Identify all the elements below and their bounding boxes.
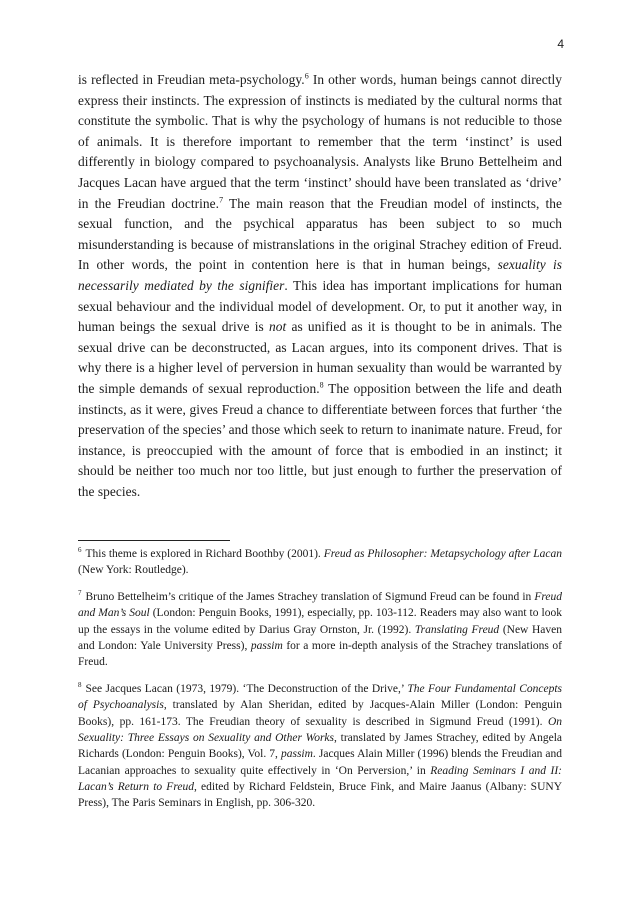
- footnote-text: for a more in-depth analysis of the Strachey translations of Freud.: [78, 639, 562, 669]
- footnote-separator: [78, 540, 230, 541]
- footnote-reference-6: 6: [304, 71, 309, 81]
- footnote-title: Freud as Philosopher: Metapsychology after Lacan: [323, 548, 562, 560]
- footnote-title: Reading Seminars I and II: Lacan’s Return to Freud: [78, 764, 562, 793]
- emphasis-text: not: [268, 319, 287, 335]
- footnote-mark: 7: [78, 589, 82, 598]
- footnote-text: See Jacques Lacan (1973, 1979). ‘The Deconstruction of the Drive,’: [85, 683, 408, 696]
- body-text-run: In other words, human beings cannot directly express their instincts. The expression of instincts is mediated by the cultural norms that constitute the symbolic. That is why the psychology of humans is not reducible to those of animals. It is therefore important to remember that the term ‘instinct’ is used differently in biology compared to psychoanalysis. Analysts like Bruno Bettelheim and Jacques Lacan have argued that the term ‘instinct’ should have been translated as ‘drive’ in the Freudian doctrine.: [78, 72, 562, 211]
- footnote-text: . Jacques Alain Miller (1996) blends the Freudian and Lacanian approaches to sexuality quite effectively in ‘On Perversion,’ in: [78, 748, 562, 777]
- footnote-emphasis: passim: [280, 748, 313, 761]
- footnote-7: [78, 589, 562, 670]
- footnote-title: On Sexuality: Three Essays on Sexuality and Other Works: [78, 715, 562, 744]
- body-text: [78, 70, 562, 502]
- footnote-6: [78, 546, 562, 579]
- footnote-emphasis: passim: [250, 639, 283, 652]
- footnote-8: [78, 681, 562, 811]
- page-number: 4: [557, 37, 564, 51]
- footnote-mark: 8: [78, 681, 82, 690]
- emphasis-text: sexuality is necessarily mediated by the signifier: [78, 257, 562, 293]
- body-text-run: The main reason that the Freudian model of instincts, the sexual function, and the psychical apparatus has been subject to so much misunderstanding is because of mistranslations in the original Strachey edition of Freud. In other words, the point in contention here is that in human beings,: [78, 195, 563, 273]
- body-text-run: as unified as it is thought to be in animals. The sexual drive can be deconstructed, as Lacan argues, into its component drives. That is why there is a higher level of perversion in human sexuality than would be warranted by the simple demands of sexual reproduction.: [78, 319, 562, 396]
- footnote-text: (New York: Routledge).: [78, 564, 189, 577]
- footnote-title: The Four Fundamental Concepts of Psychoanalysis: [78, 683, 562, 712]
- body-text-run: is reflected in Freudian meta-psychology.: [78, 72, 305, 87]
- footnote-reference-7: 7: [219, 195, 224, 205]
- footnote-text: (London: Penguin Books, 1991), especially, pp. 103-112. Readers may also want to look up the essays in the volume edited by Darius Gray Ornston, Jr. (1992).: [78, 607, 562, 636]
- footnotes: [78, 546, 562, 822]
- body-paragraph: [78, 70, 562, 502]
- footnote-title: Translating Freud: [414, 623, 500, 636]
- footnote-text: , translated by Alan Sheridan, edited by Jacques-Alain Miller (London: Penguin Books), pp. 161-173. The Freudian theory of sexuality is described in Sigmund Freud (1991).: [78, 699, 563, 728]
- footnote-title: Freud and Man’s Soul: [78, 591, 562, 620]
- body-text-run: The opposition between the life and death instincts, as it were, gives Freud a chance to differentiate between forces that further ‘the preservation of the species’ and those which seek to return to inanimate nature. Freud, for instance, is preoccupied with the amount of force that is embodied in an instinct; it should be neither too much nor too little, but just enough to further the preservation of the species.: [78, 380, 562, 499]
- footnote-text: , translated by James Strachey, edited by Angela Richards (London: Penguin Books), Vol. 7,: [78, 731, 562, 761]
- body-text-run: . This idea has important implications for human sexual behaviour and the individual model of development. Or, to put it another way, in human beings the sexual drive is: [78, 277, 562, 335]
- footnote-text: , edited by Richard Feldstein, Bruce Fink, and Maire Jaanus (Albany: SUNY Press), The Paris Seminars in English, pp. 306-320.: [78, 780, 562, 810]
- footnote-text: (New Haven and London: Yale University Press),: [78, 623, 562, 652]
- footnote-reference-8: 8: [319, 380, 324, 390]
- footnote-text: Bruno Bettelheim’s critique of the James Strachey translation of Sigmund Freud can be found in: [85, 591, 535, 604]
- footnote-mark: 6: [78, 546, 82, 555]
- footnote-text: This theme is explored in Richard Boothby (2001).: [85, 548, 324, 560]
